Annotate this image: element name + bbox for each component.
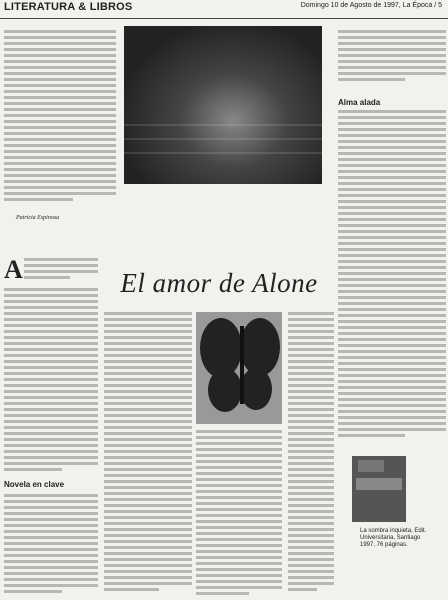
text-block	[338, 110, 446, 450]
butterfly-body	[240, 326, 244, 404]
drop-cap: A	[4, 255, 23, 284]
top-rule	[0, 18, 448, 19]
text-block	[24, 258, 98, 282]
wing	[208, 368, 242, 412]
issue-line: Domingo 10 de Agosto de 1997, La Época / 5	[300, 2, 442, 9]
subhead-novela-en-clave: Novela en clave	[4, 480, 65, 489]
photo-ripple	[124, 124, 322, 126]
book-caption: La sombra inquieta, Edit. Universitaria, Santiago 1997, 76 páginas.	[360, 528, 427, 548]
text-block	[4, 494, 98, 596]
book-cover-title-block	[356, 478, 402, 490]
photo-ripple	[124, 138, 322, 140]
text-block	[4, 288, 98, 476]
photo-ripple	[124, 152, 322, 154]
text-block	[104, 312, 192, 596]
text-block	[4, 30, 116, 210]
section-tag: LITERATURA & LIBROS	[4, 1, 133, 13]
text-block	[338, 30, 446, 90]
text-block	[196, 430, 282, 596]
photo-shading	[124, 26, 322, 184]
cover-photo	[124, 26, 322, 184]
text-block	[288, 312, 334, 596]
book-cover	[352, 456, 406, 522]
wing	[240, 318, 280, 376]
wing	[240, 368, 272, 410]
book-cover-mark	[358, 460, 384, 472]
butterfly-photo	[196, 312, 282, 424]
masthead-bar	[0, 0, 448, 18]
subhead-alma-alada: Alma alada	[338, 98, 381, 107]
byline: Patricia Espinosa	[16, 215, 60, 221]
headline: El amor de Alone	[120, 268, 318, 298]
